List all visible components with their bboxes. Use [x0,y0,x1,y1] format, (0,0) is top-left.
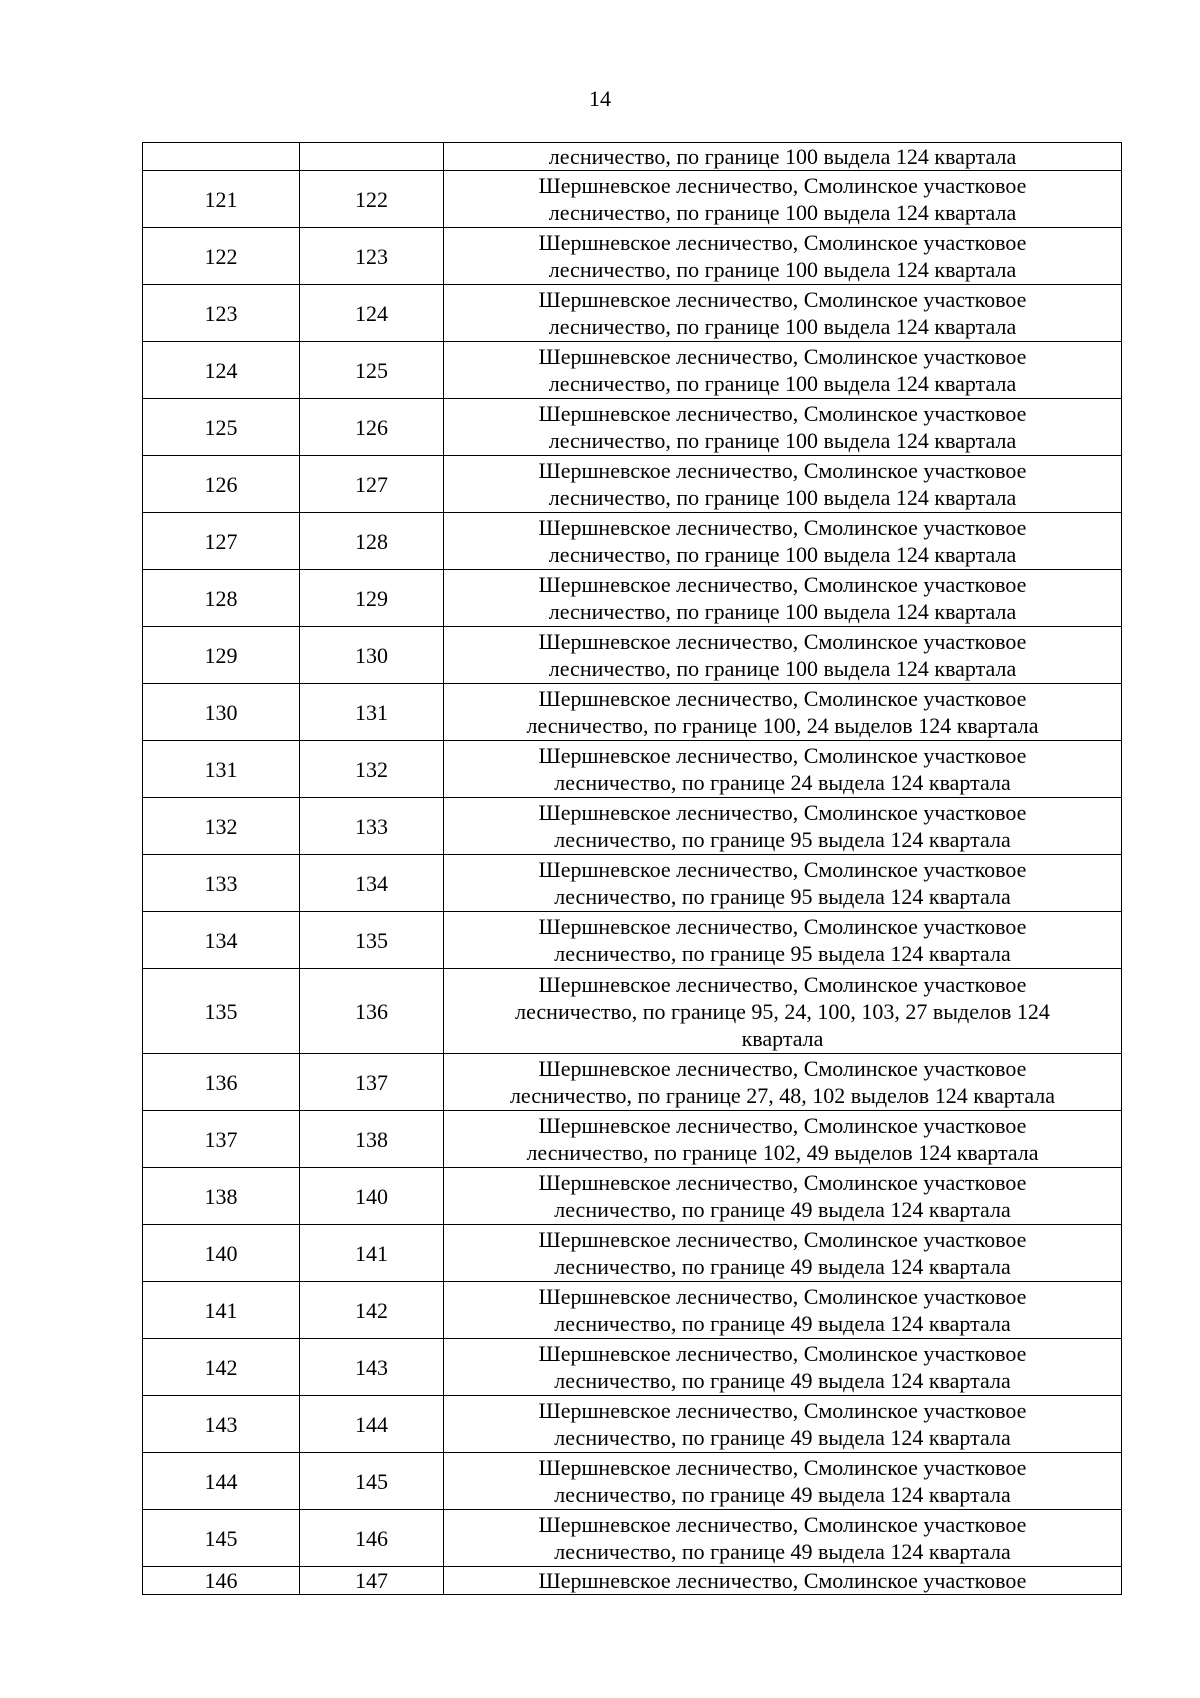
cell-description: Шершневское лесничество, Смолинское участковое лесничество, по границе 49 выдела 124 квартала [444,1168,1122,1225]
cell-to [300,143,444,171]
cell-description: Шершневское лесничество, Смолинское участковое лесничество, по границе 49 выдела 124 квартала [444,1225,1122,1282]
cell-to: 143 [300,1339,444,1396]
cell-to: 133 [300,798,444,855]
cell-to: 123 [300,228,444,285]
cell-to: 125 [300,342,444,399]
table-row [143,1396,1122,1453]
cell-to: 141 [300,1225,444,1282]
cell-to: 122 [300,171,444,228]
cell-from: 128 [143,570,300,627]
cell-to: 126 [300,399,444,456]
table-row [143,684,1122,741]
table-row [143,513,1122,570]
cell-description: Шершневское лесничество, Смолинское участковое лесничество, по границе 95 выдела 124 квартала [444,798,1122,855]
table-row [143,1510,1122,1567]
cell-description: Шершневское лесничество, Смолинское участковое лесничество, по границе 100 выдела 124 квартала [444,513,1122,570]
table-body [143,143,1122,1595]
cell-from: 143 [143,1396,300,1453]
cell-from: 133 [143,855,300,912]
cell-from [143,143,300,171]
cell-to: 132 [300,741,444,798]
cell-description: Шершневское лесничество, Смолинское участковое лесничество, по границе 100 выдела 124 квартала [444,342,1122,399]
cell-to: 146 [300,1510,444,1567]
table-row [143,1225,1122,1282]
cell-to: 124 [300,285,444,342]
cell-to: 135 [300,912,444,969]
table-row [143,1339,1122,1396]
cell-to: 145 [300,1453,444,1510]
cell-to: 131 [300,684,444,741]
cell-from: 126 [143,456,300,513]
cell-from: 129 [143,627,300,684]
cell-to: 136 [300,969,444,1054]
table-row [143,627,1122,684]
cell-from: 132 [143,798,300,855]
cell-description: Шершневское лесничество, Смолинское участковое лесничество, по границе 49 выдела 124 квартала [444,1282,1122,1339]
cell-to: 147 [300,1567,444,1595]
cell-from: 125 [143,399,300,456]
cell-to: 138 [300,1111,444,1168]
cell-from: 136 [143,1054,300,1111]
table-row [143,342,1122,399]
cell-description: Шершневское лесничество, Смолинское участковое лесничество, по границе 27, 48, 102 выделов 124 квартала [444,1054,1122,1111]
cell-description: Шершневское лесничество, Смолинское участковое лесничество, по границе 100 выдела 124 квартала [444,171,1122,228]
cell-to: 144 [300,1396,444,1453]
table-row [143,855,1122,912]
cell-from: 137 [143,1111,300,1168]
table-row-last [143,1567,1122,1595]
cell-to: 128 [300,513,444,570]
table-row [143,1168,1122,1225]
cell-description: Шершневское лесничество, Смолинское участковое лесничество, по границе 102, 49 выделов 124 квартала [444,1111,1122,1168]
cell-description: Шершневское лесничество, Смолинское участковое лесничество, по границе 100 выдела 124 квартала [444,627,1122,684]
table-row [143,1282,1122,1339]
table-row [143,798,1122,855]
cell-description: Шершневское лесничество, Смолинское участковое лесничество, по границе 49 выдела 124 квартала [444,1396,1122,1453]
cell-from: 122 [143,228,300,285]
cell-description: Шершневское лесничество, Смолинское участковое лесничество, по границе 100 выдела 124 квартала [444,228,1122,285]
table-row [143,456,1122,513]
table-row [143,570,1122,627]
cell-from: 127 [143,513,300,570]
cell-to: 137 [300,1054,444,1111]
cell-description: Шершневское лесничество, Смолинское участковое лесничество, по границе 100 выдела 124 квартала [444,570,1122,627]
cell-to: 130 [300,627,444,684]
cell-from: 144 [143,1453,300,1510]
cell-description: Шершневское лесничество, Смолинское участковое лесничество, по границе 49 выдела 124 квартала [444,1510,1122,1567]
table-row [143,969,1122,1054]
cell-description: Шершневское лесничество, Смолинское участковое лесничество, по границе 100 выдела 124 квартала [444,456,1122,513]
cell-from: 141 [143,1282,300,1339]
table-row [143,399,1122,456]
cell-description: Шершневское лесничество, Смолинское участковое [444,1567,1122,1595]
table-row [143,285,1122,342]
table-row [143,1453,1122,1510]
cell-description: Шершневское лесничество, Смолинское участковое лесничество, по границе 95 выдела 124 квартала [444,855,1122,912]
cell-from: 121 [143,171,300,228]
cell-from: 146 [143,1567,300,1595]
table-row [143,912,1122,969]
cell-from: 124 [143,342,300,399]
cell-to: 140 [300,1168,444,1225]
cell-from: 145 [143,1510,300,1567]
cell-description: лесничество, по границе 100 выдела 124 квартала [444,143,1122,171]
cell-description: Шершневское лесничество, Смолинское участковое лесничество, по границе 95 выдела 124 квартала [444,912,1122,969]
cell-from: 131 [143,741,300,798]
table-row [143,741,1122,798]
page-number: 14 [589,86,611,111]
table-row-continuation [143,143,1122,171]
cell-from: 140 [143,1225,300,1282]
table-row [143,1054,1122,1111]
cell-description: Шершневское лесничество, Смолинское участковое лесничество, по границе 95, 24, 100, 103, 27 выделов 124 квартала [444,969,1122,1054]
cell-to: 142 [300,1282,444,1339]
cell-from: 134 [143,912,300,969]
cell-description: Шершневское лесничество, Смолинское участковое лесничество, по границе 24 выдела 124 квартала [444,741,1122,798]
cell-description: Шершневское лесничество, Смолинское участковое лесничество, по границе 100 выдела 124 квартала [444,285,1122,342]
cell-to: 127 [300,456,444,513]
cell-from: 135 [143,969,300,1054]
cell-description: Шершневское лесничество, Смолинское участковое лесничество, по границе 100 выдела 124 квартала [444,399,1122,456]
cell-from: 142 [143,1339,300,1396]
cell-to: 129 [300,570,444,627]
cell-to: 134 [300,855,444,912]
cell-description: Шершневское лесничество, Смолинское участковое лесничество, по границе 49 выдела 124 квартала [444,1339,1122,1396]
boundary-table [142,142,1122,1595]
cell-from: 130 [143,684,300,741]
cell-description: Шершневское лесничество, Смолинское участковое лесничество, по границе 100, 24 выделов 124 квартала [444,684,1122,741]
table-row [143,228,1122,285]
table-row [143,171,1122,228]
cell-description: Шершневское лесничество, Смолинское участковое лесничество, по границе 49 выдела 124 квартала [444,1453,1122,1510]
cell-from: 123 [143,285,300,342]
cell-from: 138 [143,1168,300,1225]
table-row [143,1111,1122,1168]
